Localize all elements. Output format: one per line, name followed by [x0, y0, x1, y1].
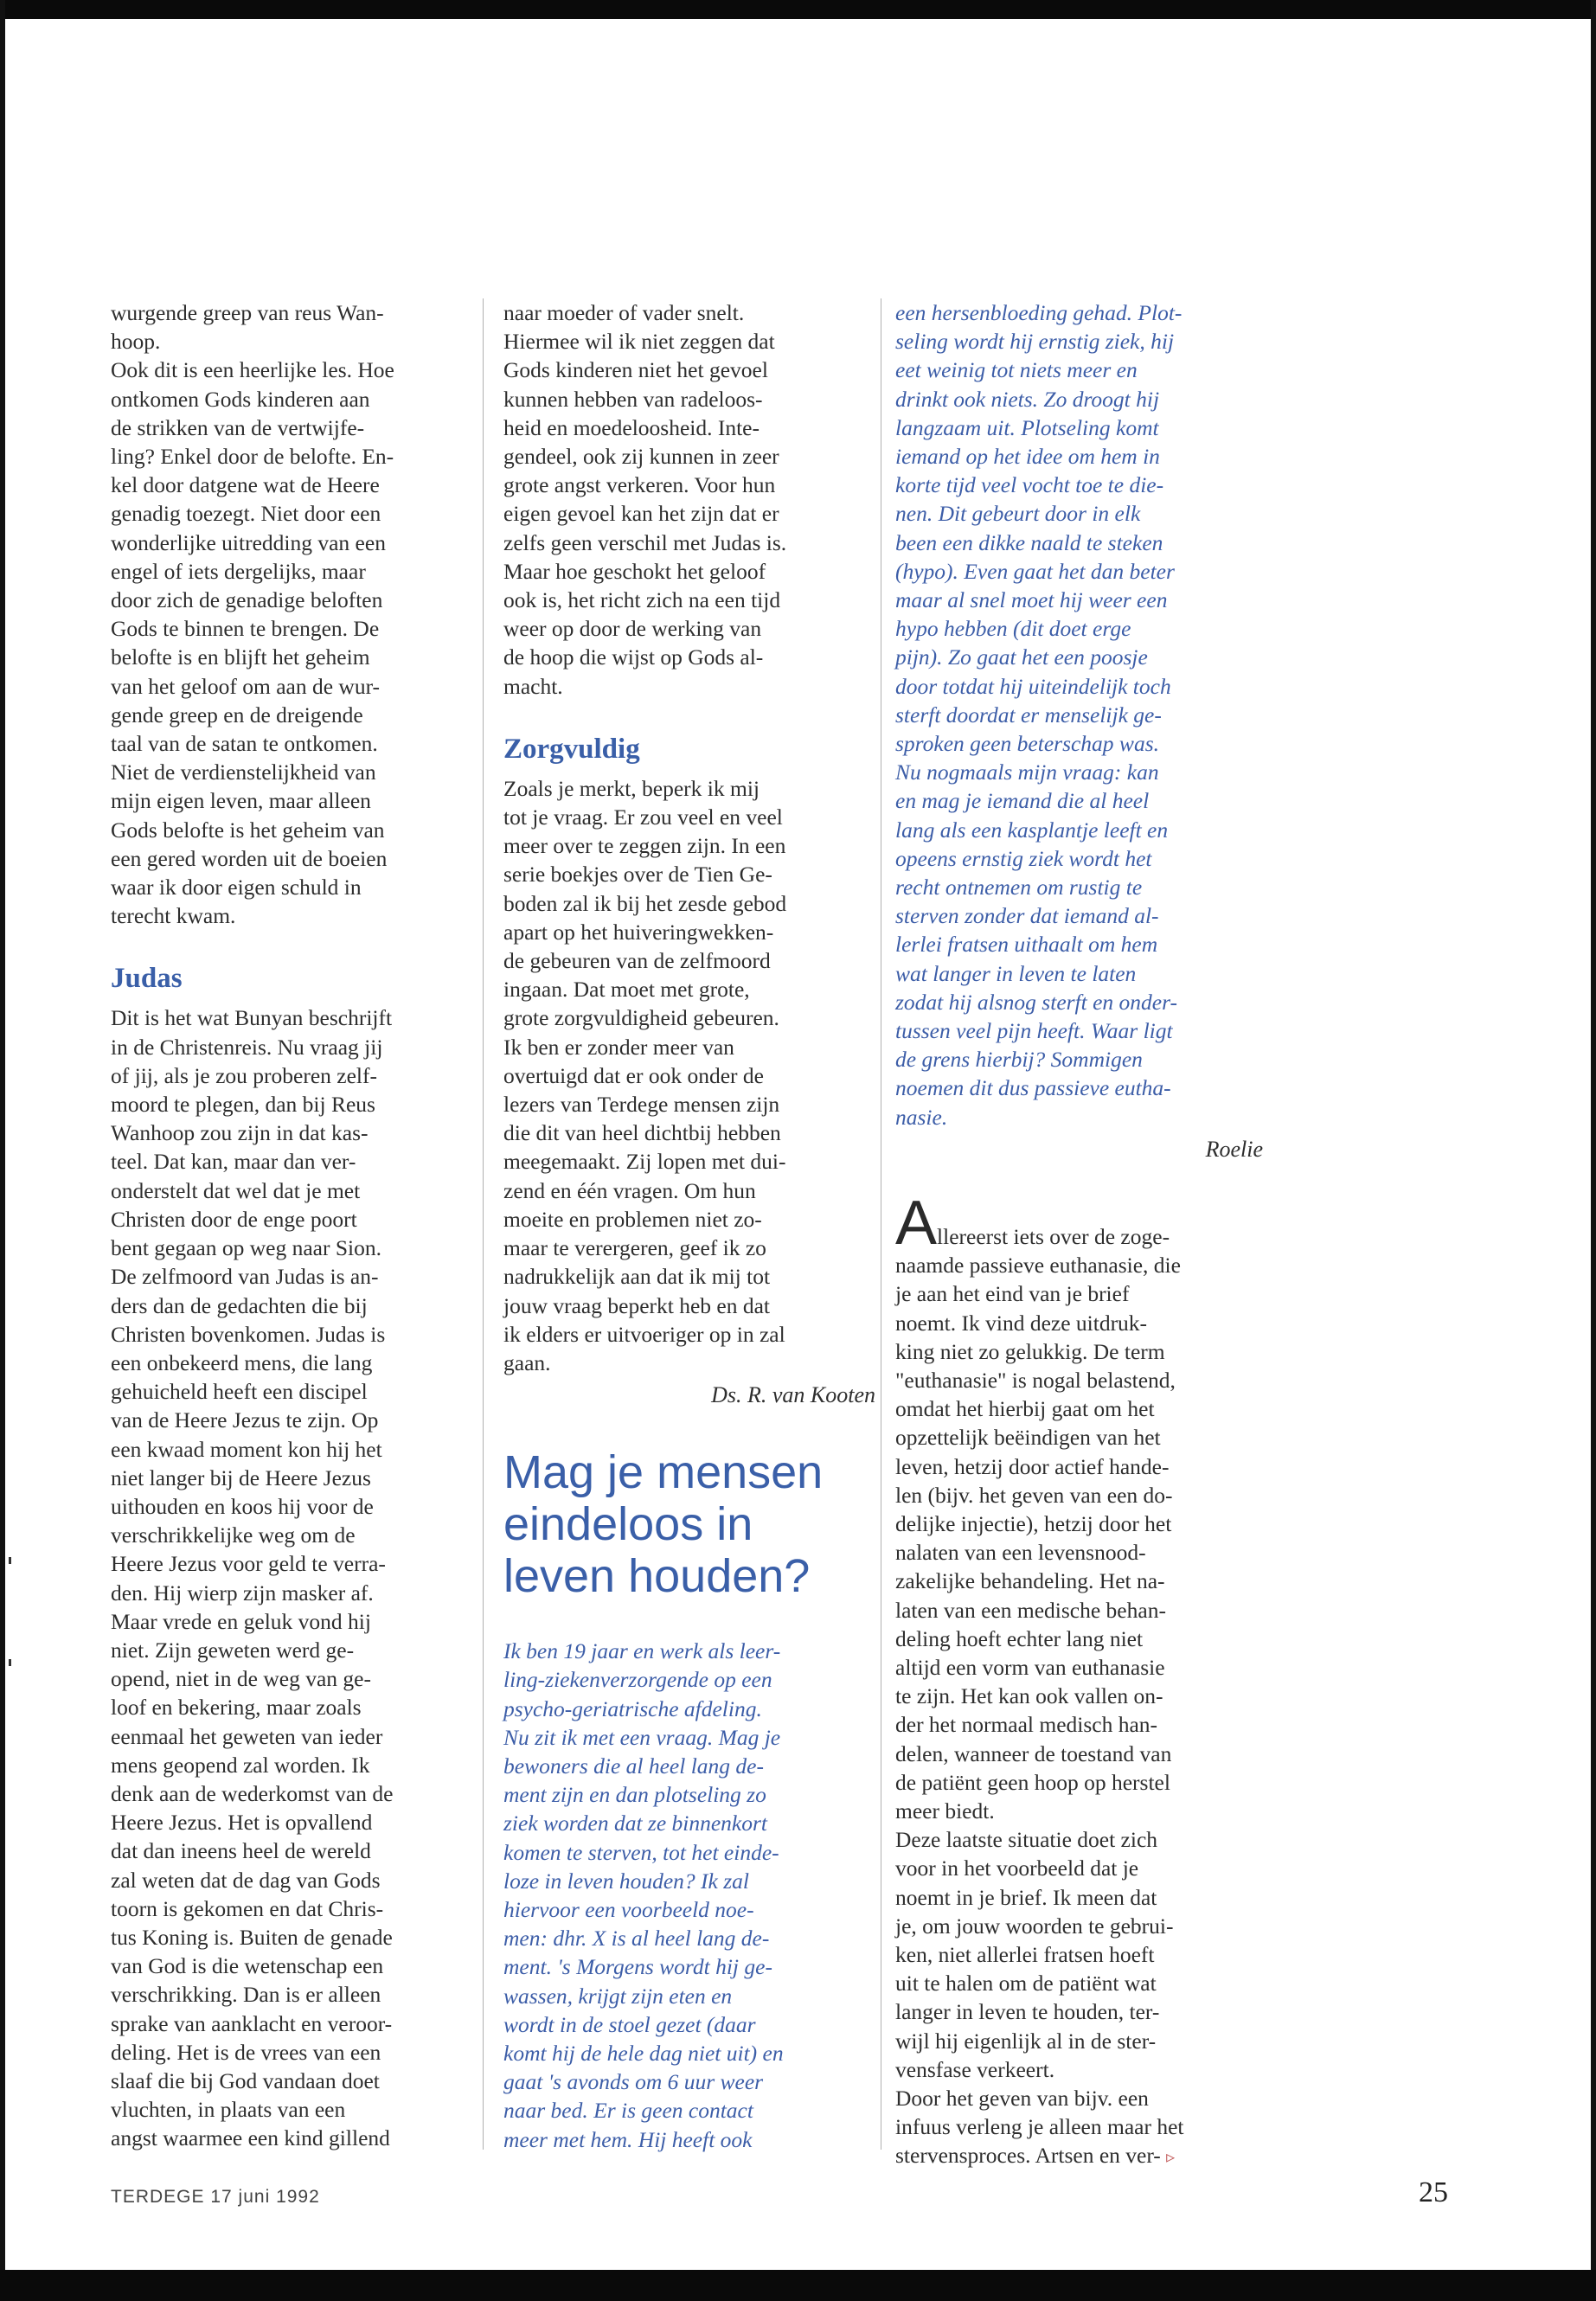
text-line: nalaten van een levensnood- — [895, 1540, 1146, 1566]
text-line: wat langer in leven te laten — [895, 960, 1137, 986]
spacer — [895, 1163, 1263, 1201]
text-line: moeite en problemen niet zo- — [503, 1206, 762, 1232]
text-line: Gods te binnen te brengen. De — [111, 616, 380, 642]
text-line: dat dan ineens heel de wereld — [111, 1838, 371, 1864]
text-line: komen te sterven, tot het einde- — [503, 1839, 779, 1865]
text-line: je, om jouw woorden te gebrui- — [895, 1913, 1174, 1939]
text-line: denk aan de wederkomst van de — [111, 1780, 394, 1806]
text-line: omdat het hierbij gaat om het — [895, 1396, 1155, 1422]
text-line: Christen bovenkomen. Judas is — [111, 1321, 386, 1347]
text-line: ingaan. Dat moet met grote, — [503, 977, 750, 1003]
text-line: vluchten, in plaats van een — [111, 2097, 346, 2123]
text-line: maar al snel moet hij weer een — [895, 587, 1168, 613]
text-line: psycho-geriatrische afdeling. — [503, 1695, 762, 1721]
spacer — [503, 1408, 875, 1446]
text-line: te zijn. Het kan ook vallen on- — [895, 1683, 1163, 1709]
text-line: Heere Jezus voor geld te verra- — [111, 1551, 386, 1577]
text-line: sproken geen beterschap was. — [895, 731, 1159, 757]
edge-mark — [9, 1557, 11, 1564]
last-line-text: stervensproces. Artsen en ver- — [895, 2143, 1161, 2169]
text-line: kunnen hebben van radeloos- — [503, 386, 763, 412]
text-line: de patiënt geen hoop op herstel — [895, 1769, 1170, 1795]
text-line: gendeel, ook zij kunnen in zeer — [503, 444, 779, 470]
text-line: delen, wanneer de toestand van — [895, 1740, 1172, 1766]
text-line: nadrukkelijk aan dat ik mij tot — [503, 1264, 771, 1290]
text-line: en mag je iemand die al heel — [895, 788, 1150, 814]
text-line: naamde passieve euthanasie, die — [895, 1253, 1181, 1279]
column2-para1 — [503, 298, 875, 701]
text-line: taal van de satan te ontkomen. — [111, 731, 378, 757]
text-line: bewoners die al heel lang de- — [503, 1753, 764, 1779]
text-line: zal weten dat de dag van Gods — [111, 1867, 381, 1893]
text-line: drinkt ook niets. Zo droogt hij — [895, 386, 1160, 412]
text-line: serie boekjes over de Tien Ge- — [503, 862, 772, 888]
text-line: Christen door de enge poort — [111, 1206, 357, 1232]
text-line: seling wordt hij ernstig ziek, hij — [895, 329, 1175, 355]
text-line: komt hij de hele dag niet uit) en — [503, 2040, 784, 2066]
text-line: overtuigd dat er ook onder de — [503, 1062, 764, 1088]
text-line: korte tijd veel vocht toe te die- — [895, 472, 1164, 498]
column-3 — [895, 298, 1263, 2173]
column1-para2 — [111, 1003, 461, 2152]
text-line: een onbekeerd mens, die lang — [111, 1349, 373, 1375]
text-line: altijd een vorm van euthanasie — [895, 1654, 1165, 1680]
article-headline — [503, 1446, 875, 1602]
author-signature: Ds. R. van Kooten — [711, 1382, 875, 1408]
text-line: sterft doordat er menselijk ge- — [895, 702, 1162, 727]
text-line: wijl hij eigenlijk al in de ster- — [895, 2028, 1157, 2054]
edge-mark — [9, 1659, 11, 1666]
text-line: jouw vraag beperkt heb en dat — [503, 1292, 771, 1318]
text-line: zend en één vragen. Om hun — [503, 1177, 756, 1203]
text-line: een hersenbloeding gehad. Plot- — [895, 300, 1183, 325]
text-line: hoop. — [111, 329, 161, 355]
column2-para2 — [503, 774, 875, 1377]
left-border — [0, 0, 5, 2301]
text-line: gende greep en de dreigende — [111, 702, 363, 727]
text-line: ders dan de gedachten die bij — [111, 1292, 368, 1318]
text-line: grote zorgvuldigheid gebeuren. — [503, 1005, 779, 1031]
text-line: wonderlijke uitredding van een — [111, 529, 386, 555]
spacer — [111, 930, 461, 963]
text-line: apart op het huiveringwekken- — [503, 919, 774, 945]
text-line: niet langer bij de Heere Jezus — [111, 1465, 371, 1490]
text-line: eenmaal het geweten van ieder — [111, 1723, 383, 1749]
text-line: Hiermee wil ik niet zeggen dat — [503, 329, 775, 355]
continue-arrow-icon: ▹ — [1166, 2148, 1176, 2168]
text-line: maar te verergeren, geef ik zo — [503, 1235, 766, 1261]
headline-line: Mag je mensen — [503, 1446, 824, 1499]
text-line: der het normaal medisch han- — [895, 1712, 1158, 1738]
right-border — [1591, 0, 1596, 2301]
text-line: Door het geven van bijv. een — [895, 2085, 1149, 2111]
text-line: meer over te zeggen zijn. In een — [503, 833, 786, 859]
text-line: Nu zit ik met een vraag. Mag je — [503, 1724, 781, 1750]
text-line: Wanhoop zou zijn in dat kas- — [111, 1120, 369, 1146]
text-line: in de Christenreis. Nu vraag jij — [111, 1034, 383, 1060]
text-line: ling-ziekenverzorgende op een — [503, 1667, 772, 1693]
text-line: loof en bekering, maar zoals — [111, 1695, 362, 1721]
text-line: ontkomen Gods kinderen aan — [111, 386, 370, 412]
text-line: laten van een medische behan- — [895, 1597, 1166, 1623]
text-line: noemt in je brief. Ik meen dat — [895, 1884, 1157, 1910]
answer-opening — [895, 1188, 1263, 1258]
text-line: van de Heere Jezus te zijn. Op — [111, 1407, 379, 1433]
text-line: Gods belofte is het geheim van — [111, 817, 385, 843]
text-line: slaaf die bij God vandaan doet — [111, 2067, 380, 2093]
text-line: deling. Het is de vrees van een — [111, 2039, 381, 2065]
text-line: kel door datgene wat de Heere — [111, 472, 380, 498]
answer-first-line: llereerst iets over de zoge- — [937, 1223, 1170, 1249]
text-line: men: dhr. X is al heel lang de- — [503, 1926, 770, 1952]
text-line: sprake van aanklacht en veroor- — [111, 2010, 393, 2036]
text-line: een kwaad moment kon hij het — [111, 1436, 382, 1462]
page-number: 25 — [1419, 2176, 1448, 2208]
text-line: ment zijn en dan plotseling zo — [503, 1782, 766, 1808]
text-line: noemen dit dus passieve eutha- — [895, 1075, 1171, 1101]
text-line: van het geloof om aan de wur- — [111, 673, 381, 699]
text-line: mijn eigen leven, maar alleen — [111, 788, 371, 814]
drop-cap: A — [895, 1188, 938, 1258]
text-line: eigen gevoel kan het zijn dat er — [503, 501, 779, 527]
column1-para1 — [111, 298, 461, 930]
text-line: vensfase verkeert. — [895, 2056, 1055, 2082]
text-line: loze in leven houden? Ik zal — [503, 1868, 749, 1894]
text-line: infuus verleng je alleen maar het — [895, 2114, 1184, 2140]
text-line: uit te halen om de patiënt wat — [895, 1971, 1157, 1997]
text-line: voor in het voorbeeld dat je — [895, 1856, 1139, 1881]
text-line: moord te plegen, dan bij Reus — [111, 1092, 375, 1118]
text-line: ment. 's Morgens wordt hij ge- — [503, 1954, 772, 1980]
headline-line: leven houden? — [503, 1550, 811, 1603]
text-line: van God is die wetenschap een — [111, 1953, 384, 1979]
text-line: Deze laatste situatie doet zich — [895, 1827, 1158, 1853]
text-line: naar bed. Er is geen contact — [503, 2098, 753, 2124]
text-line: meer biedt. — [895, 1798, 995, 1823]
text-line: naar moeder of vader snelt. — [503, 300, 745, 325]
text-line: lang als een kasplantje leeft en — [895, 817, 1169, 843]
text-line: De zelfmoord van Judas is an- — [111, 1264, 379, 1290]
text-line: ling? Enkel door de belofte. En- — [111, 444, 394, 470]
text-line: wordt in de stoel gezet (daar — [503, 2011, 756, 2037]
spacer — [503, 1602, 875, 1637]
reader-letter-part2 — [895, 298, 1263, 1131]
text-line: gehuicheld heeft een discipel — [111, 1379, 368, 1405]
text-line: tus Koning is. Buiten de genade — [111, 1924, 393, 1950]
subheading-zorgvuldig: Zorgvuldig — [503, 733, 640, 765]
headline-line: eindeloos in — [503, 1498, 753, 1551]
text-line: Dit is het wat Bunyan beschrijft — [111, 1005, 393, 1031]
reader-letter-part1 — [503, 1637, 875, 2154]
text-line: de gebeuren van de zelfmoord — [503, 948, 771, 974]
text-line: weer op door de werking van — [503, 616, 762, 642]
text-line: engel of iets dergelijks, maar — [111, 558, 366, 584]
letter-signature: Roelie — [1205, 1136, 1263, 1162]
text-line: nasie. — [895, 1104, 948, 1130]
text-line: ken, niet allerlei fratsen hoeft — [895, 1941, 1155, 1967]
text-line: hiervoor een voorbeeld noe- — [503, 1896, 754, 1922]
text-line: gaan. — [503, 1349, 551, 1375]
text-line: meer met hem. Hij heeft ook — [503, 2126, 753, 2152]
text-line: zelfs geen verschil met Judas is. — [503, 529, 787, 555]
text-line: boden zal ik bij het zesde gebod — [503, 890, 787, 916]
text-line: eet weinig tot niets meer en — [895, 357, 1138, 383]
text-line: "euthanasie" is nogal belastend, — [895, 1367, 1176, 1393]
text-line: zakelijke behandeling. Het na- — [895, 1568, 1165, 1594]
text-line: de grens hierbij? Sommigen — [895, 1047, 1143, 1073]
text-line: pijn). Zo gaat het een poosje — [895, 644, 1148, 670]
column-1 — [111, 298, 461, 2153]
text-line: been een dikke naald te steken — [895, 529, 1163, 555]
text-line: Ook dit is een heerlijke les. Hoe — [111, 357, 394, 383]
text-line: meegemaakt. Zij lopen met dui- — [503, 1149, 786, 1175]
text-line: wassen, krijgt zijn eten en — [503, 1983, 733, 2009]
text-line: Nu nogmaals mijn vraag: kan — [895, 760, 1159, 785]
text-line: tussen veel pijn heeft. Waar ligt — [895, 1018, 1173, 1044]
text-line: wurgende greep van reus Wan- — [111, 300, 384, 325]
text-line: ziek worden dat ze binnenkort — [503, 1811, 768, 1836]
text-line: door totdat hij uiteindelijk toch — [895, 673, 1171, 699]
text-line: de strikken van de vertwijfe- — [111, 414, 365, 440]
column-2 — [503, 298, 875, 2154]
text-line: Ik ben 19 jaar en werk als leer- — [503, 1638, 781, 1664]
text-line: zodat hij alsnog sterft en onder- — [895, 989, 1178, 1015]
text-line: opend, niet in de weg van ge- — [111, 1666, 371, 1692]
text-line: ook is, het richt zich na een tijd — [503, 587, 781, 613]
text-line: nen. Dit gebeurt door in elk — [895, 501, 1141, 527]
text-line: terecht kwam. — [111, 903, 236, 929]
text-line: Maar hoe geschokt het geloof — [503, 558, 766, 584]
text-line: uithouden en koos hij voor de — [111, 1493, 374, 1519]
text-line: belofte is en blijft het geheim — [111, 644, 370, 670]
text-line: teel. Dat kan, maar dan ver- — [111, 1149, 356, 1175]
column-divider — [483, 298, 484, 2150]
answer-last-line — [895, 2141, 1263, 2172]
text-line: heid en moedeloosheid. Inte- — [503, 414, 760, 440]
text-line: Ik ben er zonder meer van — [503, 1034, 734, 1060]
text-line: mens geopend zal worden. Ik — [111, 1752, 370, 1778]
text-line: toorn is gekomen en dat Chris- — [111, 1895, 384, 1921]
text-line: recht ontnemen om rustig te — [895, 875, 1143, 901]
text-line: king niet zo gelukkig. De term — [895, 1338, 1165, 1364]
text-line: den. Hij wierp zijn masker af. — [111, 1580, 374, 1606]
text-line: je aan het eind van je brief — [895, 1281, 1130, 1307]
text-line: waar ik door eigen schuld in — [111, 875, 362, 901]
bottom-border — [0, 2270, 1596, 2301]
text-line: Zoals je merkt, beperk ik mij — [503, 775, 760, 801]
publication-footer: TERDEGE 17 juni 1992 — [111, 2187, 320, 2207]
spacer — [503, 701, 875, 734]
text-line: grote angst verkeren. Voor hun — [503, 472, 776, 498]
text-line: sterven zonder dat iemand al- — [895, 903, 1159, 929]
text-line: Heere Jezus. Het is opvallend — [111, 1810, 373, 1836]
text-line: niet. Zijn geweten werd ge- — [111, 1637, 355, 1663]
answer-body — [895, 1251, 1263, 2141]
text-line: verschrikkelijke weg om de — [111, 1522, 356, 1548]
text-line: deling hoeft echter lang niet — [895, 1625, 1144, 1651]
text-line: angst waarmee een kind gillend — [111, 2125, 390, 2151]
text-line: (hypo). Even gaat het dan beter — [895, 558, 1175, 584]
text-line: genadig toezegt. Niet door een — [111, 501, 381, 527]
text-line: opeens ernstig ziek wordt het — [895, 845, 1152, 871]
text-line: of jij, als je zou proberen zelf- — [111, 1062, 377, 1088]
text-line: leven, hetzij door actief hande- — [895, 1453, 1170, 1479]
text-line: opzettelijk beëindigen van het — [895, 1425, 1161, 1451]
text-line: langzaam uit. Plotseling komt — [895, 414, 1159, 440]
text-line: verschrikking. Dan is er alleen — [111, 1982, 381, 2008]
subheading-judas: Judas — [111, 963, 183, 995]
text-line: Gods kinderen niet het gevoel — [503, 357, 768, 383]
text-line: gaat 's avonds om 6 uur weer — [503, 2069, 764, 2095]
text-line: lezers van Terdege mensen zijn — [503, 1092, 780, 1118]
text-line: tot je vraag. Er zou veel en veel — [503, 804, 783, 830]
text-line: iemand op het idee om hem in — [895, 444, 1160, 470]
text-line: noemt. Ik vind deze uitdruk- — [895, 1310, 1148, 1336]
text-line: de hoop die wijst op Gods al- — [503, 644, 764, 670]
text-line: onderstelt dat wel dat je met — [111, 1177, 361, 1203]
text-line: door zich de genadige beloften — [111, 587, 383, 613]
text-line: macht. — [503, 673, 563, 699]
text-line: die dit van heel dichtbij hebben — [503, 1120, 781, 1146]
text-line: langer in leven te houden, ter- — [895, 1999, 1160, 2025]
text-line: lerlei fratsen uithaalt om hem — [895, 932, 1158, 958]
text-line: Niet de verdienstelijkheid van — [111, 760, 376, 785]
text-line: een gered worden uit de boeien — [111, 845, 388, 871]
text-line: Maar vrede en geluk vond hij — [111, 1608, 371, 1634]
text-line: bent gegaan op weg naar Sion. — [111, 1235, 381, 1261]
text-line: ik elders er uitvoeriger op in zal — [503, 1321, 785, 1347]
text-line: len (bijv. het geven van een do- — [895, 1482, 1173, 1508]
text-line: delijke injectie), hetzij door het — [895, 1510, 1172, 1536]
top-border — [0, 0, 1596, 19]
text-line: hypo hebben (dit doet erge — [895, 616, 1131, 642]
